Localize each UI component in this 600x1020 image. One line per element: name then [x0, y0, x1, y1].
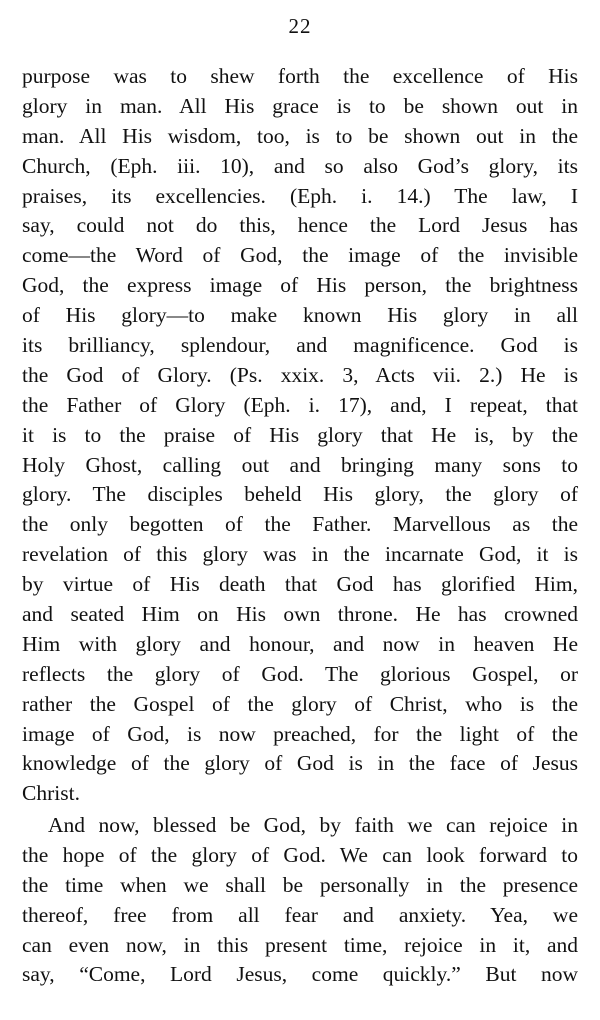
text-line: glory. The disciples beheld His glory, the glory of — [22, 482, 578, 507]
text-line: the Father of Glory (Eph. i. 17), and, I repeat, that — [22, 392, 578, 417]
text-line: Holy Ghost, calling out and bringing many sons to — [22, 452, 578, 477]
text-line: praises, its excellencies. (Eph. i. 14.) The law, I — [22, 183, 578, 208]
text-line: man. All His wisdom, too, is to be shown out in the — [22, 123, 578, 148]
text-line: glory in man. All His grace is to be shown out in — [22, 93, 578, 118]
paragraph-1 — [22, 62, 578, 809]
text-line: purpose was to shew forth the excellence of His — [22, 64, 578, 88]
text-line: And now, blessed be God, by faith we can rejoice in — [48, 813, 578, 837]
text-line: and seated Him on His own throne. He has crowned — [22, 602, 578, 627]
text-line: image of God, is now preached, for the light of the — [22, 721, 578, 746]
text-line: revelation of this glory was in the incarnate God, it is — [22, 542, 578, 567]
text-line: come—the Word of God, the image of the invisible — [22, 243, 578, 268]
text-line: knowledge of the glory of God is in the face of Jesus — [22, 751, 578, 776]
text-line: it is to the praise of His glory that He is, by the — [22, 422, 578, 447]
text-line: God, the express image of His person, the brightness — [22, 273, 578, 298]
paragraph-2 — [22, 811, 578, 990]
text-line: the hope of the glory of God. We can look forward to — [22, 842, 578, 867]
text-line: say, could not do this, hence the Lord Jesus has — [22, 213, 578, 238]
page-number: 22 — [288, 14, 312, 38]
text-line: by virtue of His death that God has glorified Him, — [22, 572, 578, 597]
text-line: say, “Come, Lord Jesus, come quickly.” But now — [22, 962, 578, 987]
text-line: Church, (Eph. iii. 10), and so also God’s glory, its — [22, 153, 578, 178]
text-line: the God of Glory. (Ps. xxix. 3, Acts vii. 2.) He is — [22, 362, 578, 387]
text-line: thereof, free from all fear and anxiety. Yea, we — [22, 902, 578, 927]
text-line: rather the Gospel of the glory of Christ, who is the — [22, 691, 578, 716]
text-line: can even now, in this present time, rejoice in it, and — [22, 932, 578, 957]
text-line: reflects the glory of God. The glorious Gospel, or — [22, 661, 578, 686]
text-line: Him with glory and honour, and now in heaven He — [22, 631, 578, 656]
text-line: the only begotten of the Father. Marvellous as the — [22, 512, 578, 537]
text-line: of His glory—to make known His glory in all — [22, 303, 578, 328]
text-line: Christ. — [22, 781, 80, 806]
text-line: its brilliancy, splendour, and magnificence. God is — [22, 333, 578, 358]
text-line: the time when we shall be personally in the presence — [22, 872, 578, 897]
